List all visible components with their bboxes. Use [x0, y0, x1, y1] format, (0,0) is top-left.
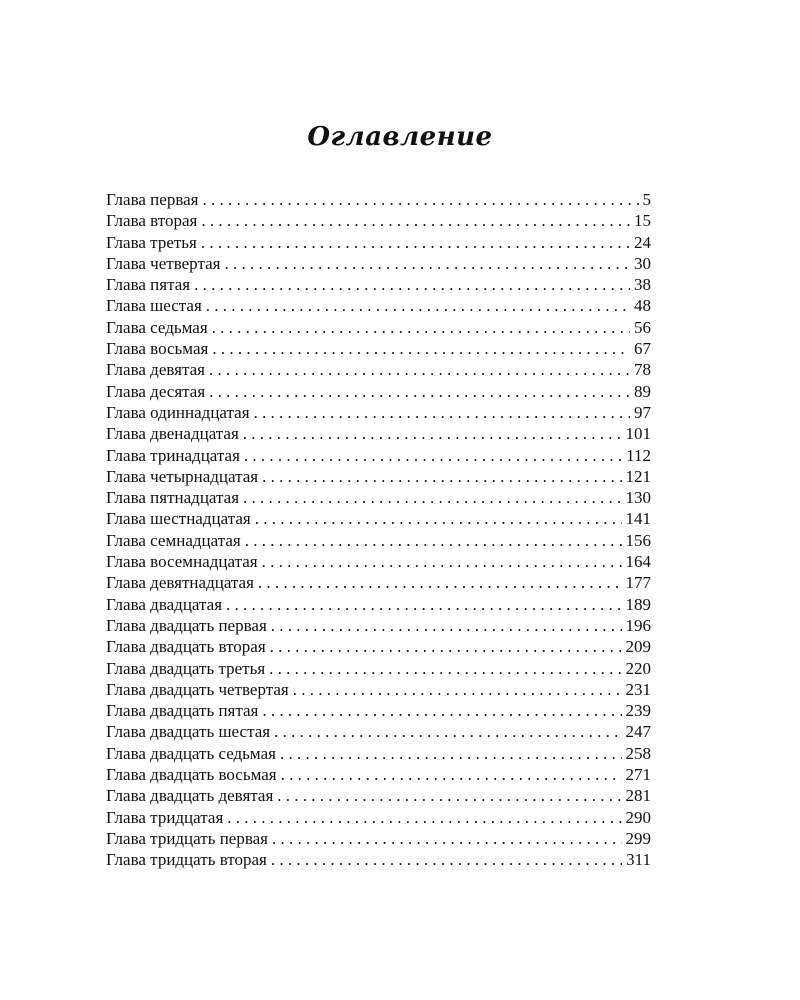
toc-entry	[106, 551, 651, 572]
toc-entry	[106, 445, 651, 466]
dot-leader	[267, 658, 621, 679]
dot-leader	[224, 594, 621, 615]
toc-entry	[106, 487, 651, 508]
toc-entry-title: Глава пятая	[106, 275, 191, 295]
toc-entry-page-number: 281	[625, 786, 651, 806]
toc-entry-title: Глава девятая	[106, 360, 205, 380]
dot-leader	[222, 253, 630, 274]
toc-entry	[106, 381, 651, 402]
toc-entry-page-number: 141	[625, 509, 651, 529]
toc-entry-page-number: 196	[625, 615, 651, 635]
toc-entry-page-number: 101	[625, 424, 651, 444]
dot-leader	[243, 530, 622, 551]
toc-entry-page-number: 97	[634, 402, 651, 422]
toc-entry	[106, 359, 651, 380]
dot-leader	[210, 317, 630, 338]
toc-entry	[106, 508, 651, 529]
toc-entry	[106, 210, 651, 231]
toc-entry	[106, 253, 651, 274]
dot-leader	[270, 828, 621, 849]
dot-leader	[253, 508, 622, 529]
dot-leader	[256, 572, 622, 593]
toc-entry-title: Глава шестая	[106, 296, 202, 316]
toc-entry	[106, 423, 651, 444]
dot-leader	[269, 849, 622, 870]
dot-leader	[241, 487, 621, 508]
toc-entry	[106, 700, 651, 721]
toc-entry-title: Глава двадцать первая	[106, 615, 267, 635]
toc-entry	[106, 594, 651, 615]
toc-entry-page-number: 112	[626, 445, 651, 465]
toc-entry-page-number: 48	[634, 296, 651, 316]
toc-entry	[106, 466, 651, 487]
toc-entry-title: Глава четырнадцатая	[106, 466, 259, 486]
toc-entry-page-number: 177	[625, 573, 651, 593]
toc-entry-title: Глава тридцатая	[106, 807, 224, 827]
toc-entry	[106, 849, 651, 870]
dot-leader	[260, 466, 621, 487]
toc-entry	[106, 658, 651, 679]
toc-entry-title: Глава одиннадцатая	[106, 402, 250, 422]
toc-entry-page-number: 311	[626, 850, 651, 870]
dot-leader	[260, 551, 622, 572]
dot-leader	[269, 615, 622, 636]
toc-entry-page-number: 164	[625, 552, 651, 572]
toc-entry	[106, 721, 651, 742]
toc-entry-title: Глава тридцать вторая	[106, 850, 267, 870]
toc-entry-page-number: 5	[642, 190, 651, 209]
dot-leader	[204, 295, 630, 316]
dot-leader	[278, 743, 622, 764]
toc-entry-page-number: 299	[625, 828, 651, 848]
toc-entry-page-number: 239	[625, 701, 651, 721]
toc-list	[106, 189, 651, 871]
toc-entry-title: Глава двадцать пятая	[106, 701, 259, 721]
toc-entry-title: Глава третья	[106, 232, 197, 252]
toc-entry	[106, 615, 651, 636]
dot-leader	[275, 785, 621, 806]
toc-entry-title: Глава двадцать седьмая	[106, 743, 276, 763]
toc-entry-page-number: 231	[625, 679, 651, 699]
toc-entry-title: Глава двадцать вторая	[106, 637, 266, 657]
dot-leader	[241, 423, 622, 444]
toc-entry-title: Глава девятнадцатая	[106, 573, 254, 593]
toc-entry	[106, 785, 651, 806]
toc-entry-title: Глава двадцать шестая	[106, 722, 271, 742]
toc-entry-title: Глава семнадцатая	[106, 530, 241, 550]
dot-leader	[199, 210, 630, 231]
dot-leader	[260, 700, 621, 721]
toc-entry	[106, 530, 651, 551]
toc-entry	[106, 189, 651, 210]
toc-entry	[106, 764, 651, 785]
toc-entry	[106, 572, 651, 593]
toc-entry-title: Глава восьмая	[106, 339, 209, 359]
dot-leader	[192, 274, 630, 295]
toc-entry-title: Глава двадцать третья	[106, 658, 266, 678]
toc-entry-page-number: 38	[634, 275, 651, 295]
dot-leader	[268, 636, 622, 657]
toc-entry-page-number: 56	[634, 317, 651, 337]
toc-entry-title: Глава восемнадцатая	[106, 552, 258, 572]
toc-entry-page-number: 189	[625, 594, 651, 614]
toc-entry-title: Глава десятая	[106, 381, 206, 401]
toc-entry	[106, 743, 651, 764]
dot-leader	[210, 338, 630, 359]
toc-entry	[106, 295, 651, 316]
toc-entry-page-number: 30	[634, 253, 651, 273]
toc-entry-title: Глава первая	[106, 190, 199, 209]
toc-entry-title: Глава двенадцатая	[106, 424, 239, 444]
toc-entry-page-number: 15	[634, 211, 651, 231]
toc-entry-title: Глава двадцать четвертая	[106, 679, 289, 699]
toc-entry	[106, 317, 651, 338]
toc-entry	[106, 679, 651, 700]
toc-entry-title: Глава тридцать первая	[106, 828, 269, 848]
toc-entry-title: Глава шестнадцатая	[106, 509, 251, 529]
toc-entry-page-number: 67	[634, 339, 651, 359]
toc-entry-title: Глава тринадцатая	[106, 445, 240, 465]
toc-entry	[106, 274, 651, 295]
dot-leader	[201, 189, 639, 210]
toc-entry-page-number: 78	[634, 360, 651, 380]
toc-entry-title: Глава седьмая	[106, 317, 208, 337]
dot-leader	[207, 359, 630, 380]
toc-entry-page-number: 121	[625, 466, 651, 486]
toc-entry-page-number: 89	[634, 381, 651, 401]
toc-entry-page-number: 247	[625, 722, 651, 742]
toc-entry	[106, 338, 651, 359]
dot-leader	[225, 807, 621, 828]
toc-entry-title: Глава двадцать восьмая	[106, 765, 277, 785]
toc-entry-page-number: 209	[625, 637, 651, 657]
dot-leader	[199, 232, 630, 253]
dot-leader	[207, 381, 630, 402]
toc-entry-title: Глава пятнадцатая	[106, 488, 240, 508]
toc-entry-page-number: 156	[625, 530, 651, 550]
dot-leader	[291, 679, 622, 700]
dot-leader	[252, 402, 630, 423]
dot-leader	[242, 445, 622, 466]
toc-entry	[106, 636, 651, 657]
toc-entry	[106, 402, 651, 423]
toc-entry	[106, 807, 651, 828]
toc-entry-page-number: 24	[634, 232, 651, 252]
toc-entry-page-number: 258	[625, 743, 651, 763]
toc-entry-page-number: 271	[625, 765, 651, 785]
dot-leader	[272, 721, 621, 742]
toc-entry	[106, 232, 651, 253]
toc-heading: Оглавление	[307, 122, 493, 152]
toc-entry-page-number: 290	[625, 807, 651, 827]
toc-entry-page-number: 130	[625, 488, 651, 508]
toc-entry-title: Глава двадцать девятая	[106, 786, 274, 806]
toc-entry-page-number: 220	[625, 658, 651, 678]
toc-entry-title: Глава вторая	[106, 211, 198, 231]
dot-leader	[279, 764, 622, 785]
toc-entry	[106, 828, 651, 849]
toc-entry-title: Глава четвертая	[106, 253, 221, 273]
toc-entry-title: Глава двадцатая	[106, 594, 223, 614]
